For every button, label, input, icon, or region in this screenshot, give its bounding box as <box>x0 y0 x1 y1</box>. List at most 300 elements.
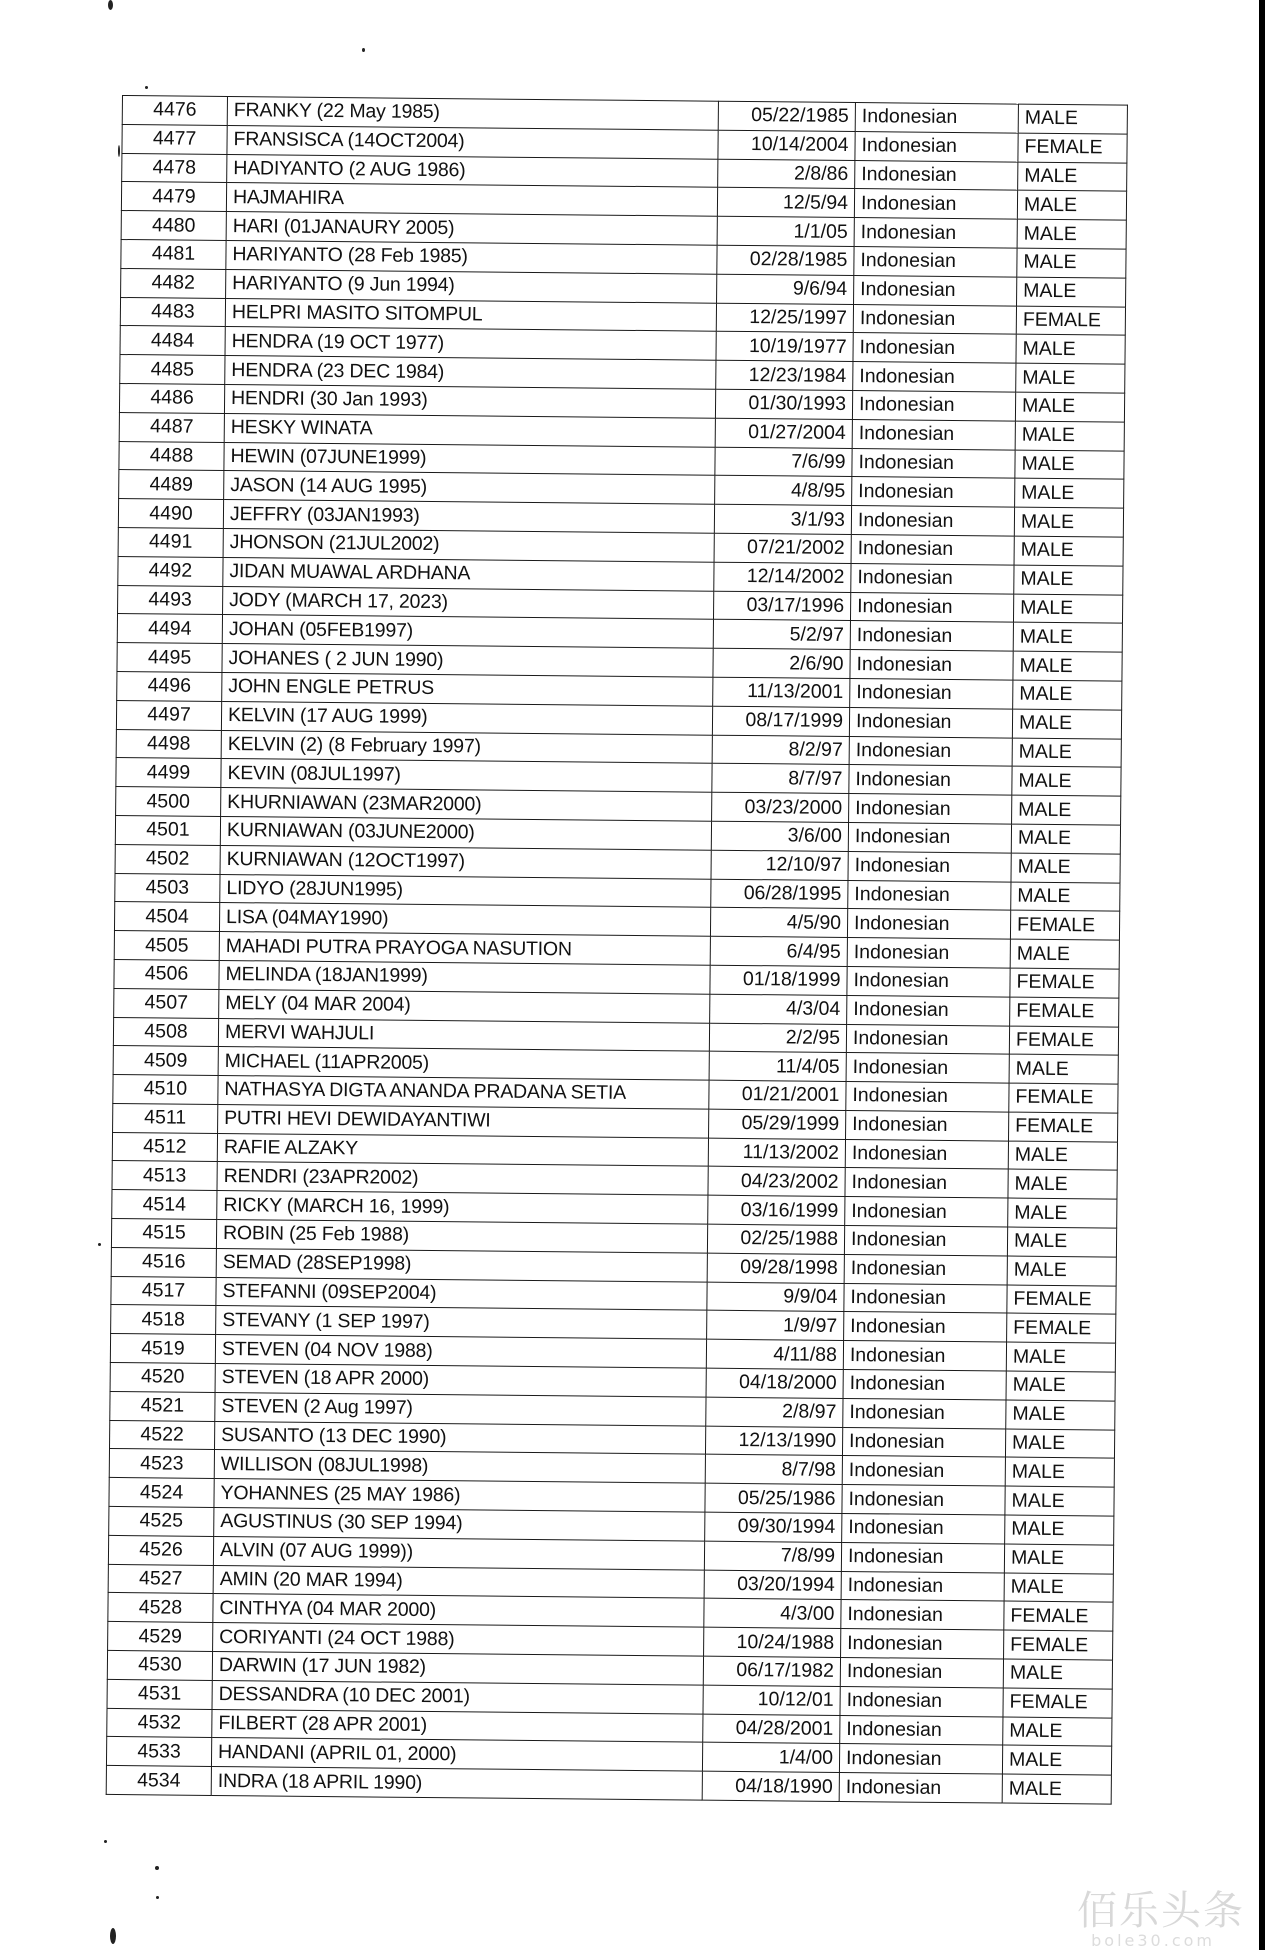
nationality-cell: Indonesian <box>848 851 1011 881</box>
name-cell: HAJMAHIRA <box>226 183 717 217</box>
watermark: 佰乐头条 <box>1077 1888 1245 1934</box>
birth-date-cell: 8/7/97 <box>712 764 849 794</box>
gender-cell: MALE <box>1004 1573 1113 1603</box>
birth-date-cell: 12/25/1997 <box>716 303 853 333</box>
birth-date-cell: 2/6/90 <box>713 648 850 678</box>
gender-cell: MALE <box>1011 853 1120 883</box>
scan-speck <box>108 0 113 10</box>
nationality-cell: Indonesian <box>854 218 1017 248</box>
gender-cell: MALE <box>1013 622 1122 652</box>
nationality-cell: Indonesian <box>839 1744 1002 1774</box>
record-id-cell: 4515 <box>111 1219 216 1249</box>
birth-date-cell: 09/28/1998 <box>707 1253 844 1283</box>
record-id-cell: 4497 <box>116 700 221 730</box>
scan-speck <box>118 145 120 157</box>
gender-cell: FEMALE <box>1004 1601 1113 1631</box>
nationality-cell: Indonesian <box>848 822 1011 852</box>
birth-date-cell: 4/11/88 <box>706 1339 843 1369</box>
gender-cell: FEMALE <box>1009 1083 1118 1113</box>
record-id-cell: 4527 <box>108 1564 213 1594</box>
nationality-cell: Indonesian <box>840 1658 1003 1688</box>
watermark-subtext: bole30.com <box>1091 1931 1215 1950</box>
name-cell: HESKY WINATA <box>224 413 715 447</box>
birth-date-cell: 2/8/86 <box>718 159 855 189</box>
name-cell: JOHN ENGLE PETRUS <box>222 672 713 706</box>
gender-cell: MALE <box>1011 824 1120 854</box>
nationality-cell: Indonesian <box>852 477 1015 507</box>
record-id-cell: 4476 <box>122 96 227 126</box>
gender-cell: MALE <box>1005 1515 1114 1545</box>
birth-date-cell: 10/12/01 <box>703 1685 840 1715</box>
gender-cell: FEMALE <box>1010 968 1119 998</box>
birth-date-cell: 10/19/1977 <box>716 332 853 362</box>
name-cell: STEVEN (04 NOV 1988) <box>215 1335 706 1369</box>
record-id-cell: 4528 <box>108 1593 213 1623</box>
nationality-cell: Indonesian <box>842 1485 1005 1515</box>
records-table-body <box>106 96 1127 1805</box>
birth-date-cell: 04/23/2002 <box>708 1167 845 1197</box>
name-cell: LIDYO (28JUN1995) <box>220 874 711 908</box>
name-cell: KELVIN (17 AUG 1999) <box>221 701 712 735</box>
gender-cell: MALE <box>1007 1256 1116 1286</box>
birth-date-cell: 12/13/1990 <box>705 1426 842 1456</box>
name-cell: HEWIN (07JUNE1999) <box>224 442 715 476</box>
record-id-cell: 4494 <box>117 614 222 644</box>
nationality-cell: Indonesian <box>850 592 1013 622</box>
name-cell: DESSANDRA (10 DEC 2001) <box>212 1680 703 1714</box>
nationality-cell: Indonesian <box>847 966 1010 996</box>
gender-cell: MALE <box>1016 334 1125 364</box>
nationality-cell: Indonesian <box>853 304 1016 334</box>
birth-date-cell: 12/10/97 <box>711 850 848 880</box>
nationality-cell: Indonesian <box>853 333 1016 363</box>
record-id-cell: 4496 <box>117 671 222 701</box>
record-id-cell: 4493 <box>118 585 223 615</box>
name-cell: MERVI WAHJULI <box>218 1018 709 1052</box>
record-id-cell: 4512 <box>112 1132 217 1162</box>
nationality-cell: Indonesian <box>848 880 1011 910</box>
name-cell: JODY (MARCH 17, 2023) <box>223 586 714 620</box>
birth-date-cell: 5/2/97 <box>713 620 850 650</box>
nationality-cell: Indonesian <box>853 362 1016 392</box>
gender-cell: MALE <box>1017 248 1126 278</box>
nationality-cell: Indonesian <box>850 678 1013 708</box>
nationality-cell: Indonesian <box>852 390 1015 420</box>
birth-date-cell: 11/13/2002 <box>708 1138 845 1168</box>
scan-speck <box>362 48 365 52</box>
name-cell: CORIYANTI (24 OCT 1988) <box>213 1623 704 1657</box>
name-cell: HARI (01JANAURY 2005) <box>226 212 717 246</box>
name-cell: HADIYANTO (2 AUG 1986) <box>227 154 718 188</box>
gender-cell: FEMALE <box>1018 133 1127 163</box>
name-cell: AGUSTINUS (30 SEP 1994) <box>214 1507 705 1541</box>
record-id-cell: 4531 <box>107 1679 212 1709</box>
record-id-cell: 4482 <box>121 268 226 298</box>
record-id-cell: 4521 <box>110 1391 215 1421</box>
birth-date-cell: 04/18/2000 <box>706 1368 843 1398</box>
name-cell: KHURNIAWAN (23MAR2000) <box>221 788 712 822</box>
name-cell: HELPRI MASITO SITOMPUL <box>225 298 716 332</box>
nationality-cell: Indonesian <box>854 247 1017 277</box>
name-cell: DARWIN (17 JUN 1982) <box>212 1651 703 1685</box>
gender-cell: MALE <box>1014 565 1123 595</box>
record-id-cell: 4510 <box>113 1075 218 1105</box>
nationality-cell: Indonesian <box>854 189 1017 219</box>
gender-cell: MALE <box>1017 219 1126 249</box>
record-id-cell: 4500 <box>116 787 221 817</box>
record-id-cell: 4490 <box>118 499 223 529</box>
nationality-cell: Indonesian <box>852 448 1015 478</box>
birth-date-cell: 03/20/1994 <box>704 1570 841 1600</box>
birth-date-cell: 01/18/1999 <box>710 965 847 995</box>
nationality-cell: Indonesian <box>845 1197 1008 1227</box>
gender-cell: MALE <box>1005 1486 1114 1516</box>
birth-date-cell: 2/2/95 <box>709 1023 846 1053</box>
gender-cell: MALE <box>1017 190 1126 220</box>
record-id-cell: 4530 <box>107 1650 212 1680</box>
birth-date-cell: 02/25/1988 <box>707 1224 844 1254</box>
nationality-cell: Indonesian <box>846 1024 1009 1054</box>
gender-cell: MALE <box>1018 162 1127 192</box>
record-id-cell: 4503 <box>115 873 220 903</box>
name-cell: MELINDA (18JAN1999) <box>219 960 710 994</box>
nationality-cell: Indonesian <box>851 563 1014 593</box>
name-cell: HENDRA (23 DEC 1984) <box>225 356 716 390</box>
nationality-cell: Indonesian <box>849 765 1012 795</box>
name-cell: FRANKY (22 May 1985) <box>227 97 718 131</box>
record-id-cell: 4489 <box>119 470 224 500</box>
gender-cell: MALE <box>1017 277 1126 307</box>
birth-date-cell: 03/23/2000 <box>712 792 849 822</box>
nationality-cell: Indonesian <box>846 1053 1009 1083</box>
birth-date-cell: 1/1/05 <box>717 216 854 246</box>
scan-speck <box>110 1928 116 1944</box>
record-id-cell: 4525 <box>109 1506 214 1536</box>
birth-date-cell: 12/23/1984 <box>716 360 853 390</box>
record-id-cell: 4502 <box>115 844 220 874</box>
nationality-cell: Indonesian <box>845 1139 1008 1169</box>
name-cell: CINTHYA (04 MAR 2000) <box>213 1594 704 1628</box>
record-id-cell: 4507 <box>114 988 219 1018</box>
record-id-cell: 4529 <box>108 1622 213 1652</box>
birth-date-cell: 4/3/04 <box>710 994 847 1024</box>
gender-cell: MALE <box>1008 1141 1117 1171</box>
birth-date-cell: 11/4/05 <box>709 1051 846 1081</box>
gender-cell: MALE <box>1007 1227 1116 1257</box>
gender-cell: MALE <box>1003 1717 1112 1747</box>
record-id-cell: 4484 <box>120 326 225 356</box>
record-id-cell: 4526 <box>108 1535 213 1565</box>
nationality-cell: Indonesian <box>849 736 1012 766</box>
nationality-cell: Indonesian <box>847 909 1010 939</box>
birth-date-cell: 1/9/97 <box>707 1311 844 1341</box>
nationality-cell: Indonesian <box>845 1168 1008 1198</box>
nationality-cell: Indonesian <box>841 1571 1004 1601</box>
gender-cell: FEMALE <box>1010 997 1119 1027</box>
nationality-cell: Indonesian <box>843 1370 1006 1400</box>
name-cell: MICHAEL (11APR2005) <box>218 1047 709 1081</box>
nationality-cell: Indonesian <box>854 275 1017 305</box>
gender-cell: MALE <box>1015 450 1124 480</box>
birth-date-cell: 07/21/2002 <box>714 533 851 563</box>
nationality-cell: Indonesian <box>842 1514 1005 1544</box>
record-id-cell: 4520 <box>110 1363 215 1393</box>
birth-date-cell: 3/6/00 <box>711 821 848 851</box>
nationality-cell: Indonesian <box>841 1629 1004 1659</box>
record-id-cell: 4532 <box>107 1708 212 1738</box>
record-id-cell: 4518 <box>111 1305 216 1335</box>
name-cell: JOHAN (05FEB1997) <box>222 615 713 649</box>
nationality-cell: Indonesian <box>840 1715 1003 1745</box>
name-cell: RAFIE ALZAKY <box>217 1133 708 1167</box>
birth-date-cell: 05/29/1999 <box>709 1109 846 1139</box>
nationality-cell: Indonesian <box>855 160 1018 190</box>
nationality-cell: Indonesian <box>844 1312 1007 1342</box>
record-id-cell: 4517 <box>111 1276 216 1306</box>
name-cell: AMIN (20 MAR 1994) <box>213 1565 704 1599</box>
record-id-cell: 4516 <box>111 1247 216 1277</box>
birth-date-cell: 7/6/99 <box>715 447 852 477</box>
birth-date-cell: 01/21/2001 <box>709 1080 846 1110</box>
record-id-cell: 4511 <box>113 1103 218 1133</box>
name-cell: STEVEN (18 APR 2000) <box>215 1364 706 1398</box>
nationality-cell: Indonesian <box>844 1226 1007 1256</box>
nationality-cell: Indonesian <box>840 1686 1003 1716</box>
birth-date-cell: 10/24/1988 <box>704 1627 841 1657</box>
record-id-cell: 4480 <box>121 211 226 241</box>
record-id-cell: 4498 <box>116 729 221 759</box>
gender-cell: MALE <box>1006 1400 1115 1430</box>
birth-date-cell: 2/8/97 <box>706 1397 843 1427</box>
record-id-cell: 4486 <box>119 383 224 413</box>
record-id-cell: 4523 <box>109 1449 214 1479</box>
birth-date-cell: 05/22/1985 <box>718 101 855 131</box>
birth-date-cell: 05/25/1986 <box>705 1483 842 1513</box>
nationality-cell: Indonesian <box>850 650 1013 680</box>
name-cell: RENDRI (23APR2002) <box>217 1162 708 1196</box>
record-id-cell: 4501 <box>115 815 220 845</box>
record-id-cell: 4491 <box>118 527 223 557</box>
birth-date-cell: 1/4/00 <box>702 1743 839 1773</box>
nationality-cell: Indonesian <box>843 1398 1006 1428</box>
name-cell: JASON (14 AUG 1995) <box>224 471 715 505</box>
record-id-cell: 4522 <box>110 1420 215 1450</box>
nationality-cell: Indonesian <box>851 534 1014 564</box>
record-id-cell: 4492 <box>118 556 223 586</box>
gender-cell: FEMALE <box>1007 1285 1116 1315</box>
name-cell: KURNIAWAN (12OCT1997) <box>220 845 711 879</box>
gender-cell: MALE <box>1013 680 1122 710</box>
birth-date-cell: 11/13/2001 <box>713 677 850 707</box>
record-id-cell: 4477 <box>122 124 227 154</box>
name-cell: STEVEN (2 Aug 1997) <box>215 1392 706 1426</box>
nationality-cell: Indonesian <box>842 1427 1005 1457</box>
birth-date-cell: 4/8/95 <box>715 476 852 506</box>
gender-cell: MALE <box>1008 1170 1117 1200</box>
name-cell: SEMAD (28SEP1998) <box>216 1248 707 1282</box>
gender-cell: MALE <box>1003 1659 1112 1689</box>
name-cell: HENDRI (30 Jan 1993) <box>224 384 715 418</box>
birth-date-cell: 06/17/1982 <box>703 1656 840 1686</box>
gender-cell: FEMALE <box>1007 1314 1116 1344</box>
name-cell: INDRA (18 APRIL 1990) <box>211 1767 702 1801</box>
nationality-cell: Indonesian <box>855 103 1018 133</box>
birth-date-cell: 09/30/1994 <box>705 1512 842 1542</box>
gender-cell: MALE <box>1008 1198 1117 1228</box>
name-cell: FILBERT (28 APR 2001) <box>212 1709 703 1743</box>
record-id-cell: 4485 <box>120 355 225 385</box>
record-id-cell: 4514 <box>112 1190 217 1220</box>
birth-date-cell: 6/4/95 <box>710 936 847 966</box>
record-id-cell: 4513 <box>112 1161 217 1191</box>
record-id-cell: 4534 <box>106 1766 211 1796</box>
gender-cell: FEMALE <box>1016 306 1125 336</box>
birth-date-cell: 9/9/04 <box>707 1282 844 1312</box>
name-cell: ALVIN (07 AUG 1999)) <box>213 1536 704 1570</box>
birth-date-cell: 08/17/1999 <box>712 706 849 736</box>
birth-date-cell: 8/2/97 <box>712 735 849 765</box>
gender-cell: FEMALE <box>1009 1026 1118 1056</box>
name-cell: STEFANNI (09SEP2004) <box>216 1277 707 1311</box>
nationality-cell: Indonesian <box>844 1254 1007 1284</box>
record-id-cell: 4506 <box>114 959 219 989</box>
nationality-cell: Indonesian <box>839 1773 1002 1803</box>
birth-date-cell: 03/16/1999 <box>708 1195 845 1225</box>
name-cell: YOHANNES (25 MAY 1986) <box>214 1479 705 1513</box>
name-cell: LISA (04MAY1990) <box>219 903 710 937</box>
gender-cell: MALE <box>1015 478 1124 508</box>
name-cell: JEFFRY (03JAN1993) <box>223 500 714 534</box>
scan-speck <box>156 1896 159 1899</box>
record-id-cell: 4488 <box>119 441 224 471</box>
name-cell: RICKY (MARCH 16, 1999) <box>217 1191 708 1225</box>
gender-cell: MALE <box>1014 536 1123 566</box>
gender-cell: MALE <box>1015 392 1124 422</box>
record-id-cell: 4504 <box>114 902 219 932</box>
gender-cell: MALE <box>1013 651 1122 681</box>
scan-speck <box>98 1243 101 1246</box>
gender-cell: MALE <box>1011 882 1120 912</box>
nationality-cell: Indonesian <box>842 1456 1005 1486</box>
nationality-cell: Indonesian <box>850 621 1013 651</box>
name-cell: STEVANY (1 SEP 1997) <box>216 1306 707 1340</box>
record-id-cell: 4487 <box>119 412 224 442</box>
gender-cell: FEMALE <box>1009 1112 1118 1142</box>
gender-cell: MALE <box>1012 738 1121 768</box>
record-id-cell: 4524 <box>109 1478 214 1508</box>
name-cell: HANDANI (APRIL 01, 2000) <box>211 1738 702 1772</box>
name-cell: HENDRA (19 OCT 1977) <box>225 327 716 361</box>
birth-date-cell: 9/6/94 <box>717 274 854 304</box>
record-id-cell: 4478 <box>122 153 227 183</box>
birth-date-cell: 8/7/98 <box>705 1455 842 1485</box>
nationality-cell: Indonesian <box>849 707 1012 737</box>
record-id-cell: 4519 <box>110 1334 215 1364</box>
name-cell: MAHADI PUTRA PRAYOGA NASUTION <box>219 932 710 966</box>
name-cell: KEVIN (08JUL1997) <box>221 759 712 793</box>
name-cell: JHONSON (21JUL2002) <box>223 528 714 562</box>
nationality-cell: Indonesian <box>855 131 1018 161</box>
scan-speck <box>104 1840 107 1843</box>
name-cell: WILLISON (08JUL1998) <box>214 1450 705 1484</box>
gender-cell: MALE <box>1012 795 1121 825</box>
gender-cell: MALE <box>1006 1342 1115 1372</box>
name-cell: JOHANES ( 2 JUN 1990) <box>222 644 713 678</box>
birth-date-cell: 01/27/2004 <box>715 418 852 448</box>
nationality-cell: Indonesian <box>847 995 1010 1025</box>
birth-date-cell: 02/28/1985 <box>717 245 854 275</box>
birth-date-cell: 03/17/1996 <box>713 591 850 621</box>
nationality-cell: Indonesian <box>841 1600 1004 1630</box>
birth-date-cell: 06/28/1995 <box>711 879 848 909</box>
name-cell: KURNIAWAN (03JUNE2000) <box>220 816 711 850</box>
record-id-cell: 4509 <box>113 1046 218 1076</box>
gender-cell: MALE <box>1009 1054 1118 1084</box>
birth-date-cell: 01/30/1993 <box>715 389 852 419</box>
gender-cell: FEMALE <box>1004 1630 1113 1660</box>
record-id-cell: 4508 <box>113 1017 218 1047</box>
birth-date-cell: 12/14/2002 <box>714 562 851 592</box>
record-id-cell: 4479 <box>121 182 226 212</box>
record-id-cell: 4533 <box>106 1737 211 1767</box>
gender-cell: MALE <box>1016 363 1125 393</box>
gender-cell: MALE <box>1014 507 1123 537</box>
record-id-cell: 4483 <box>120 297 225 327</box>
gender-cell: MALE <box>1010 939 1119 969</box>
name-cell: SUSANTO (13 DEC 1990) <box>214 1421 705 1455</box>
gender-cell: MALE <box>1006 1371 1115 1401</box>
name-cell: HARIYANTO (28 Feb 1985) <box>226 240 717 274</box>
name-cell: MELY (04 MAR 2004) <box>219 989 710 1023</box>
gender-cell: MALE <box>1013 594 1122 624</box>
records-table <box>106 95 1128 1805</box>
nationality-cell: Indonesian <box>846 1082 1009 1112</box>
birth-date-cell: 4/5/90 <box>710 908 847 938</box>
gender-cell: FEMALE <box>1003 1688 1112 1718</box>
scan-speck <box>155 1866 159 1870</box>
nationality-cell: Indonesian <box>847 938 1010 968</box>
gender-cell: FEMALE <box>1010 910 1119 940</box>
birth-date-cell: 10/14/2004 <box>718 130 855 160</box>
name-cell: PUTRI HEVI DEWIDAYANTIWI <box>218 1104 709 1138</box>
name-cell: HARIYANTO (9 Jun 1994) <box>226 269 717 303</box>
nationality-cell: Indonesian <box>852 419 1015 449</box>
scan-speck <box>145 86 148 89</box>
gender-cell: MALE <box>1004 1544 1113 1574</box>
name-cell: KELVIN (2) (8 February 1997) <box>221 730 712 764</box>
name-cell: FRANSISCA (14OCT2004) <box>227 125 718 159</box>
birth-date-cell: 04/18/1990 <box>702 1771 839 1801</box>
birth-date-cell: 04/28/2001 <box>703 1714 840 1744</box>
birth-date-cell: 7/8/99 <box>704 1541 841 1571</box>
gender-cell: MALE <box>1002 1774 1111 1804</box>
birth-date-cell: 4/3/00 <box>704 1599 841 1629</box>
gender-cell: MALE <box>1005 1457 1114 1487</box>
birth-date-cell: 12/5/94 <box>717 188 854 218</box>
gender-cell: MALE <box>1015 421 1124 451</box>
nationality-cell: Indonesian <box>844 1283 1007 1313</box>
nationality-cell: Indonesian <box>841 1542 1004 1572</box>
record-id-cell: 4495 <box>117 643 222 673</box>
gender-cell: MALE <box>1005 1429 1114 1459</box>
record-id-cell: 4481 <box>121 239 226 269</box>
name-cell: ROBIN (25 Feb 1988) <box>216 1220 707 1254</box>
gender-cell: MALE <box>1002 1745 1111 1775</box>
nationality-cell: Indonesian <box>846 1110 1009 1140</box>
record-id-cell: 4505 <box>114 931 219 961</box>
record-id-cell: 4499 <box>116 758 221 788</box>
nationality-cell: Indonesian <box>849 794 1012 824</box>
